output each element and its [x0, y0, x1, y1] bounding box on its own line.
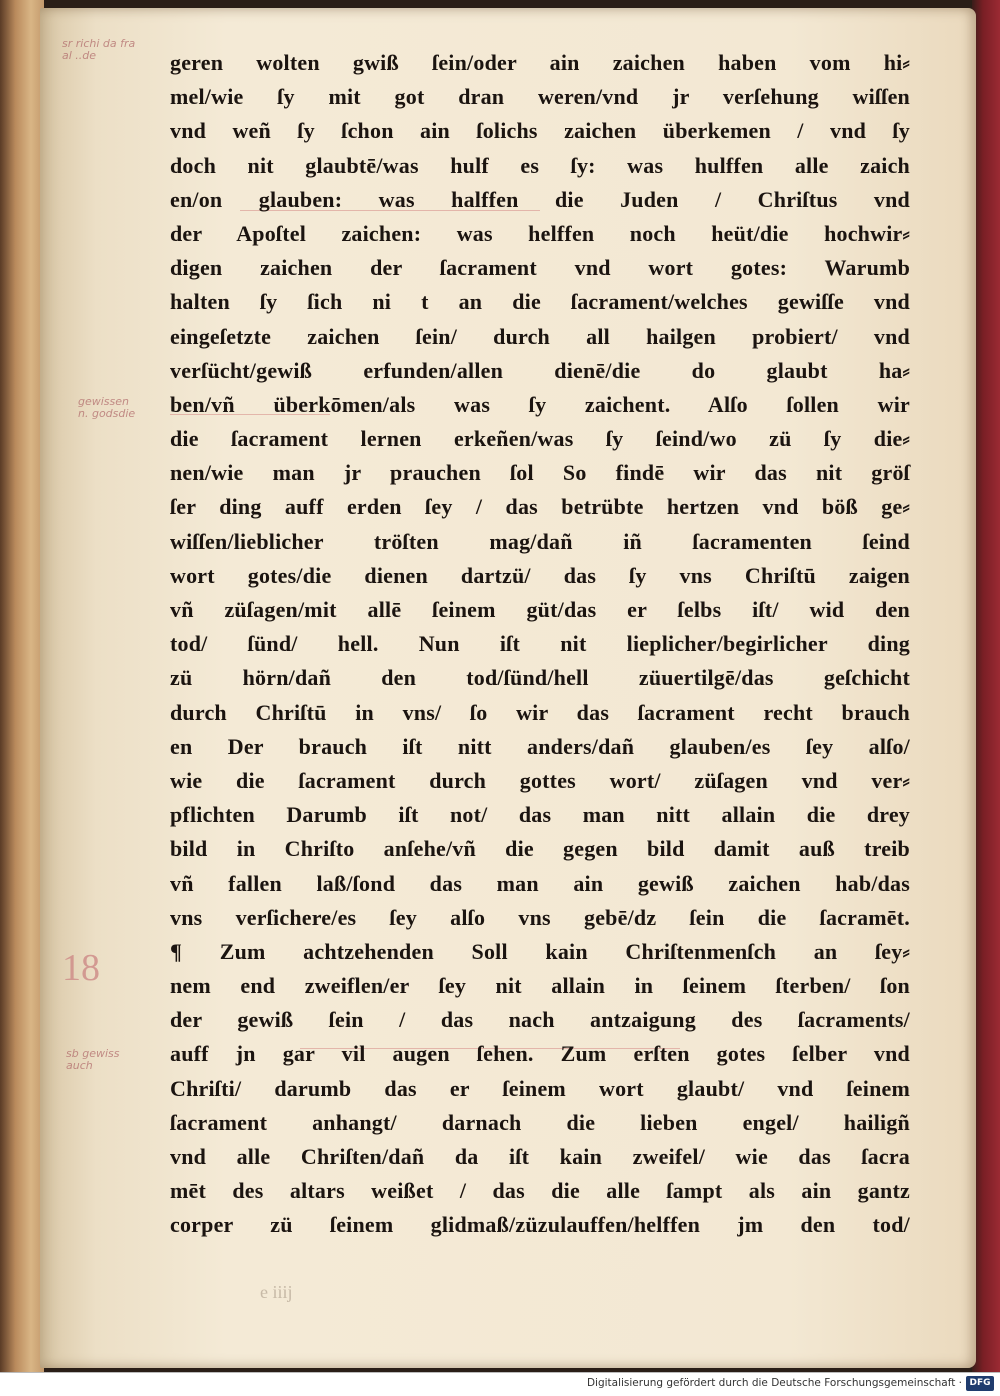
book-cover-edge	[972, 0, 1000, 1372]
text-line: en/on glauben: was halffen die Juden / Chriſtus vnd	[170, 186, 910, 212]
text-line: vñ züſagen/mit allē ſeinem güt/das er ſelbs iſt/ wid den	[170, 597, 910, 622]
text-line: pflichten Darumb iſt not/ das man nitt allain die drey	[170, 802, 910, 828]
text-line: auff jn gar vil augen ſehen. Zum erſten gotes ſelber vnd	[170, 1041, 910, 1067]
footer-credit: Digitalisierung gefördert durch die Deutsche Forschungsgemeinschaft ·	[586, 1377, 962, 1389]
margin-note: sb gewiss auch	[66, 1047, 120, 1072]
text-column	[170, 46, 910, 1243]
text-line: doch nit glaubtē/was hulf es ſy: was hulffen alle zaich	[170, 152, 910, 178]
text-line: mēt des altars weißet / das die alle ſampt als ain gantz	[170, 1178, 910, 1204]
text-line: zü hörn/dañ den tod/ſünd/hell züuertilgē/das geſchicht	[170, 665, 910, 691]
text-line: verſücht/gewiß erfunden/allen dienē/die do glaubt ha⸗	[170, 357, 910, 383]
text-line: vñ fallen laß/ſond das man ain gewiß zaichen hab/das	[170, 870, 910, 896]
text-line: geren wolten gwiß ſein/oder ain zaichen haben vom hi⸗	[170, 50, 910, 75]
text-line: ſacrament anhangt/ darnach die lieben engel/ hailigñ	[170, 1109, 910, 1135]
text-line: nem end zweiflen/er ſey nit allain in ſeinem ſterben/ ſon	[170, 973, 910, 999]
folio-number: 18	[62, 947, 100, 989]
text-line: tod/ ſünd/ hell. Nun iſt nit lieplicher/begirlicher ding	[170, 631, 910, 657]
text-line: ¶ Zum achtzehenden Soll kain Chriſtenmenſch an ſey⸗	[170, 938, 910, 964]
text-line: digen zaichen der ſacrament vnd wort gotes: Warumb	[170, 255, 910, 281]
text-line: eingeſetzte zaichen ſein/ durch all hailgen probiert/ vnd	[170, 323, 910, 349]
signature-mark: e iiij	[260, 1282, 293, 1302]
text-line: nen/wie man jr prauchen ſol So findē wir das nit gröſ	[170, 460, 910, 486]
text-line: corper zü ſeinem glidmaß/züzulauffen/helffen jm den tod/	[170, 1212, 910, 1238]
text-line: en Der brauch iſt nitt anders/dañ glauben/es ſey alſo/	[170, 733, 910, 759]
text-line: bild in Chriſto anſehe/vñ die gegen bild damit auß treib	[170, 836, 910, 862]
dfg-logo: DFG	[966, 1376, 994, 1391]
book-left-edge	[0, 0, 44, 1372]
text-line: wie die ſacrament durch gottes wort/ züſagen vnd ver⸗	[170, 767, 910, 793]
text-line: wiſſen/lieblicher tröſten mag/dañ iñ ſacramenten ſeind	[170, 528, 910, 554]
margin-note: gewissen n. godsdie	[78, 395, 136, 420]
text-line: mel/wie ſy mit got dran weren/vnd jr verſehung wiſſen	[170, 84, 910, 110]
text-line: halten ſy ſich ni t an die ſacrament/welches gewiſſe vnd	[170, 289, 910, 315]
footer-bar	[0, 1372, 1000, 1396]
text-line: Chriſti/ darumb das er ſeinem wort glaubt/ vnd ſeinem	[170, 1075, 910, 1101]
text-line: vnd weñ ſy ſchon ain ſolichs zaichen überkemen / vnd ſy	[170, 118, 910, 144]
text-line: der Apoſtel zaichen: was helffen noch heüt/die hochwir⸗	[170, 220, 910, 246]
text-line: vns verſichere/es ſey alſo vns gebē/dz ſein die ſacramēt.	[170, 904, 910, 930]
text-line: ben/vñ überkōmen/als was ſy zaichent. Alſo ſollen wir	[170, 391, 910, 417]
text-line: wort gotes/die dienen dartzü/ das ſy vns Chriſtū zaigen	[170, 562, 910, 588]
text-line: durch Chriſtū in vns/ ſo wir das ſacrament recht brauch	[170, 699, 910, 725]
text-line: ſer ding auff erden ſey / das betrübte hertzen vnd böß ge⸗	[170, 494, 910, 520]
text-line: der gewiß ſein / das nach antzaigung des ſacraments/	[170, 1007, 910, 1033]
text-line: vnd alle Chriſten/dañ da iſt kain zweifel/ wie das ſacra	[170, 1144, 910, 1169]
text-line: die ſacrament lernen erkeñen/was ſy ſeind/wo zü ſy die⸗	[170, 426, 910, 452]
margin-note: sr richi da fra al ..de	[62, 37, 136, 62]
